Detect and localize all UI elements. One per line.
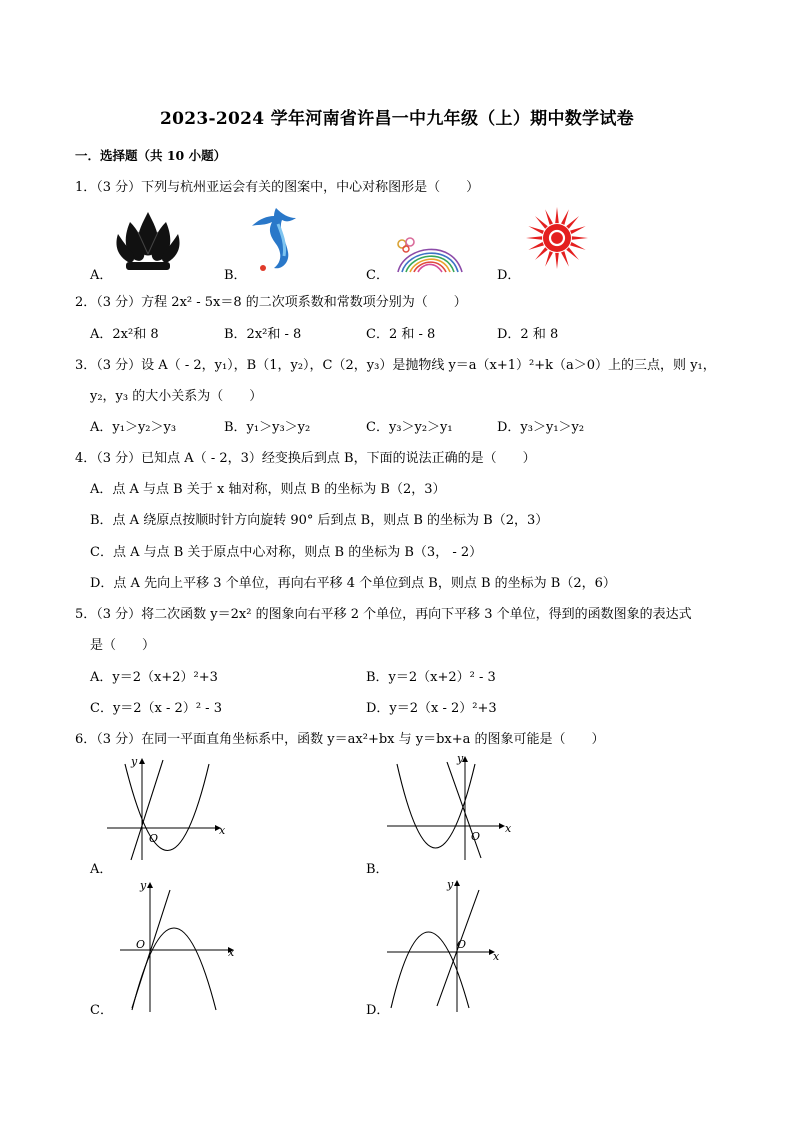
graph-d <box>385 876 515 1016</box>
section-heading: 一．选择题（共 10 小题） <box>75 148 227 163</box>
q6-option-a: A． <box>90 862 113 877</box>
q3-option-d: D．y₃＞y₁＞y₂ <box>497 420 585 435</box>
graph-a-origin-label: O <box>149 832 159 845</box>
graph-d-x-label: x <box>493 950 500 963</box>
q6-option-c: C． <box>90 1003 113 1018</box>
graph-c <box>118 876 248 1016</box>
graph-a-x-label: x <box>219 824 226 837</box>
graph-c-x-label: x <box>228 946 235 959</box>
q2-option-a: A．2x²和 8 <box>90 327 159 342</box>
q5-option-b: B．y＝2（x+2）² - 3 <box>366 670 496 685</box>
graph-a <box>105 752 235 862</box>
q1-option-a: A． <box>90 268 113 283</box>
question-1: 1．（3 分）下列与杭州亚运会有关的图案中，中心对称图形是（ ） <box>75 180 480 195</box>
graph-b-origin-label: O <box>471 830 481 843</box>
q4-option-b: B．点 A 绕原点按顺时针方向旋转 90° 后到点 B，则点 B 的坐标为 B（2，3） <box>90 513 549 528</box>
question-2: 2．（3 分）方程 2x² - 5x＝8 的二次项系数和常数项分别为（ ） <box>75 295 467 310</box>
question-5-line-2: 是（ ） <box>90 638 156 653</box>
q3-option-b: B．y₁＞y₃＞y₂ <box>224 420 311 435</box>
question-6: 6．（3 分）在同一平面直角坐标系中，函数 y＝ax²+bx 与 y＝bx+a 的图象可能是（ ） <box>75 732 605 747</box>
graph-c-y-label: y <box>140 879 147 892</box>
question-5-line-1: 5．（3 分）将二次函数 y＝2x² 的图象向右平移 2 个单位，再向下平移 3 个单位，得到的函数图象的表达式 <box>75 607 692 622</box>
lotus-emblem-icon <box>112 210 184 272</box>
q1-option-d: D． <box>497 268 521 283</box>
rainbow-emblem-icon <box>388 232 468 276</box>
graph-d-origin-label: O <box>457 938 467 951</box>
q5-option-d: D．y＝2（x - 2）²+3 <box>366 701 497 716</box>
q4-option-d: D．点 A 先向上平移 3 个单位，再向右平移 4 个单位到点 B，则点 B 的坐标为 B（2，6） <box>90 576 616 591</box>
q4-option-a: A．点 A 与点 B 关于 x 轴对称，则点 B 的坐标为 B（2，3） <box>90 482 446 497</box>
sun-emblem-icon <box>525 206 589 270</box>
q4-option-c: C．点 A 与点 B 关于原点中心对称，则点 B 的坐标为 B（3， - 2） <box>90 545 483 560</box>
dolphin-emblem-icon <box>248 204 300 274</box>
graph-b-y-label: y <box>457 752 464 765</box>
question-4: 4．（3 分）已知点 A（ - 2，3）经变换后到点 B，下面的说法正确的是（ ） <box>75 451 536 466</box>
q1-option-c: C． <box>366 268 389 283</box>
graph-c-origin-label: O <box>136 938 146 951</box>
q6-option-d: D． <box>366 1003 390 1018</box>
question-3-line-1: 3．（3 分）设 A（ - 2，y₁），B（1，y₂），C（2，y₃）是抛物线 y＝a（x+1）²+k（a＞0）上的三点，则 y₁， <box>75 358 716 373</box>
graph-b-x-label: x <box>505 822 512 835</box>
q2-option-d: D．2 和 8 <box>497 327 559 342</box>
q2-option-b: B．2x²和 - 8 <box>224 327 302 342</box>
q3-option-c: C．y₃＞y₂＞y₁ <box>366 420 453 435</box>
question-3-line-2: y₂，y₃ 的大小关系为（ ） <box>90 389 263 404</box>
graph-d-y-label: y <box>447 878 454 891</box>
q5-option-a: A．y＝2（x+2）²+3 <box>90 670 218 685</box>
q2-option-c: C．2 和 - 8 <box>366 327 436 342</box>
q1-option-b: B． <box>224 268 247 283</box>
q6-option-b: B． <box>366 862 389 877</box>
q3-option-a: A．y₁＞y₂＞y₃ <box>90 420 177 435</box>
graph-b <box>385 752 515 862</box>
q5-option-c: C．y＝2（x - 2）² - 3 <box>90 701 222 716</box>
exam-title: 2023-2024 学年河南省许昌一中九年级（上）期中数学试卷 <box>160 109 634 129</box>
graph-a-y-label: y <box>131 755 138 768</box>
